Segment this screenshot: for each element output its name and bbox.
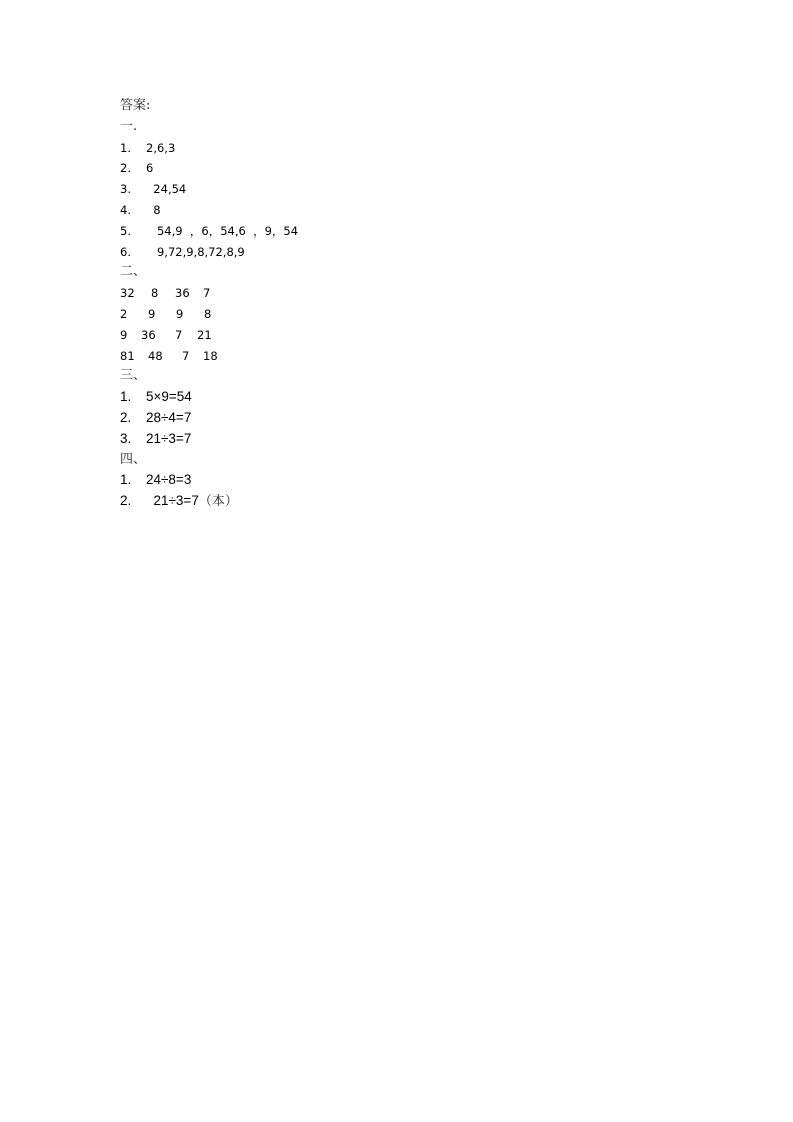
item-answer: 54,9 ，6，54,6 ，9，54 xyxy=(146,223,299,238)
table-cell: 8 xyxy=(151,286,159,301)
list-item xyxy=(120,221,720,242)
table-cell: 48 xyxy=(148,348,163,363)
table-row xyxy=(120,325,720,346)
item-number: 1. xyxy=(120,140,131,155)
item-answer: 9,72,9,8,72,8,9 xyxy=(146,244,245,259)
table-cell: 7 xyxy=(203,286,211,301)
table-cell: 18 xyxy=(203,348,218,363)
item-answer: 28÷4=7 xyxy=(146,409,192,425)
item-number: 2. xyxy=(120,161,131,176)
list-item xyxy=(120,429,720,450)
answer-title: 答案: xyxy=(120,98,151,113)
item-answer: 24,54 xyxy=(146,182,187,197)
table-cell: 36 xyxy=(141,327,156,342)
section-3-heading: 三、 xyxy=(120,368,147,384)
table-cell: 21 xyxy=(197,327,212,342)
table-cell: 7 xyxy=(182,348,190,363)
list-item xyxy=(120,491,720,512)
item-answer: 21÷3=7 xyxy=(146,430,192,446)
table-cell: 9 xyxy=(176,306,184,321)
item-number: 5. xyxy=(120,223,131,238)
item-number: 1. xyxy=(120,389,132,405)
list-item xyxy=(120,138,720,159)
list-item xyxy=(120,179,720,200)
list-item xyxy=(120,387,720,408)
table-cell: 32 xyxy=(120,286,135,301)
item-suffix: （本） xyxy=(198,494,238,510)
table-cell: 9 xyxy=(120,327,128,342)
list-item xyxy=(120,200,720,221)
section-2-heading: 二、 xyxy=(120,264,147,280)
item-answer: 21÷3=7 xyxy=(146,493,199,509)
section-1-heading: 一. xyxy=(120,118,138,134)
item-number: 3. xyxy=(120,182,131,197)
item-number: 2. xyxy=(120,493,132,509)
item-number: 1. xyxy=(120,472,132,488)
table-row xyxy=(120,283,720,304)
list-item xyxy=(120,408,720,429)
list-item xyxy=(120,470,720,491)
item-answer: 8 xyxy=(146,202,161,217)
table-cell: 8 xyxy=(204,306,212,321)
table-row xyxy=(120,304,720,325)
item-number: 3. xyxy=(120,430,132,446)
list-item xyxy=(120,242,720,263)
item-number: 6. xyxy=(120,244,131,259)
item-answer: 6 xyxy=(146,161,154,176)
table-cell: 81 xyxy=(120,348,135,363)
table-cell: 2 xyxy=(120,306,128,321)
item-answer: 5×9=54 xyxy=(146,389,192,405)
list-item xyxy=(120,158,720,179)
table-row xyxy=(120,346,720,367)
item-number: 2. xyxy=(120,409,132,425)
table-cell: 7 xyxy=(175,327,183,342)
section-4-heading: 四、 xyxy=(120,451,147,467)
item-answer: 2,6,3 xyxy=(146,140,176,155)
table-cell: 36 xyxy=(175,286,190,301)
item-number: 4. xyxy=(120,202,131,217)
table-cell: 9 xyxy=(148,306,156,321)
item-answer: 24÷8=3 xyxy=(146,472,192,488)
answer-content xyxy=(120,96,720,512)
